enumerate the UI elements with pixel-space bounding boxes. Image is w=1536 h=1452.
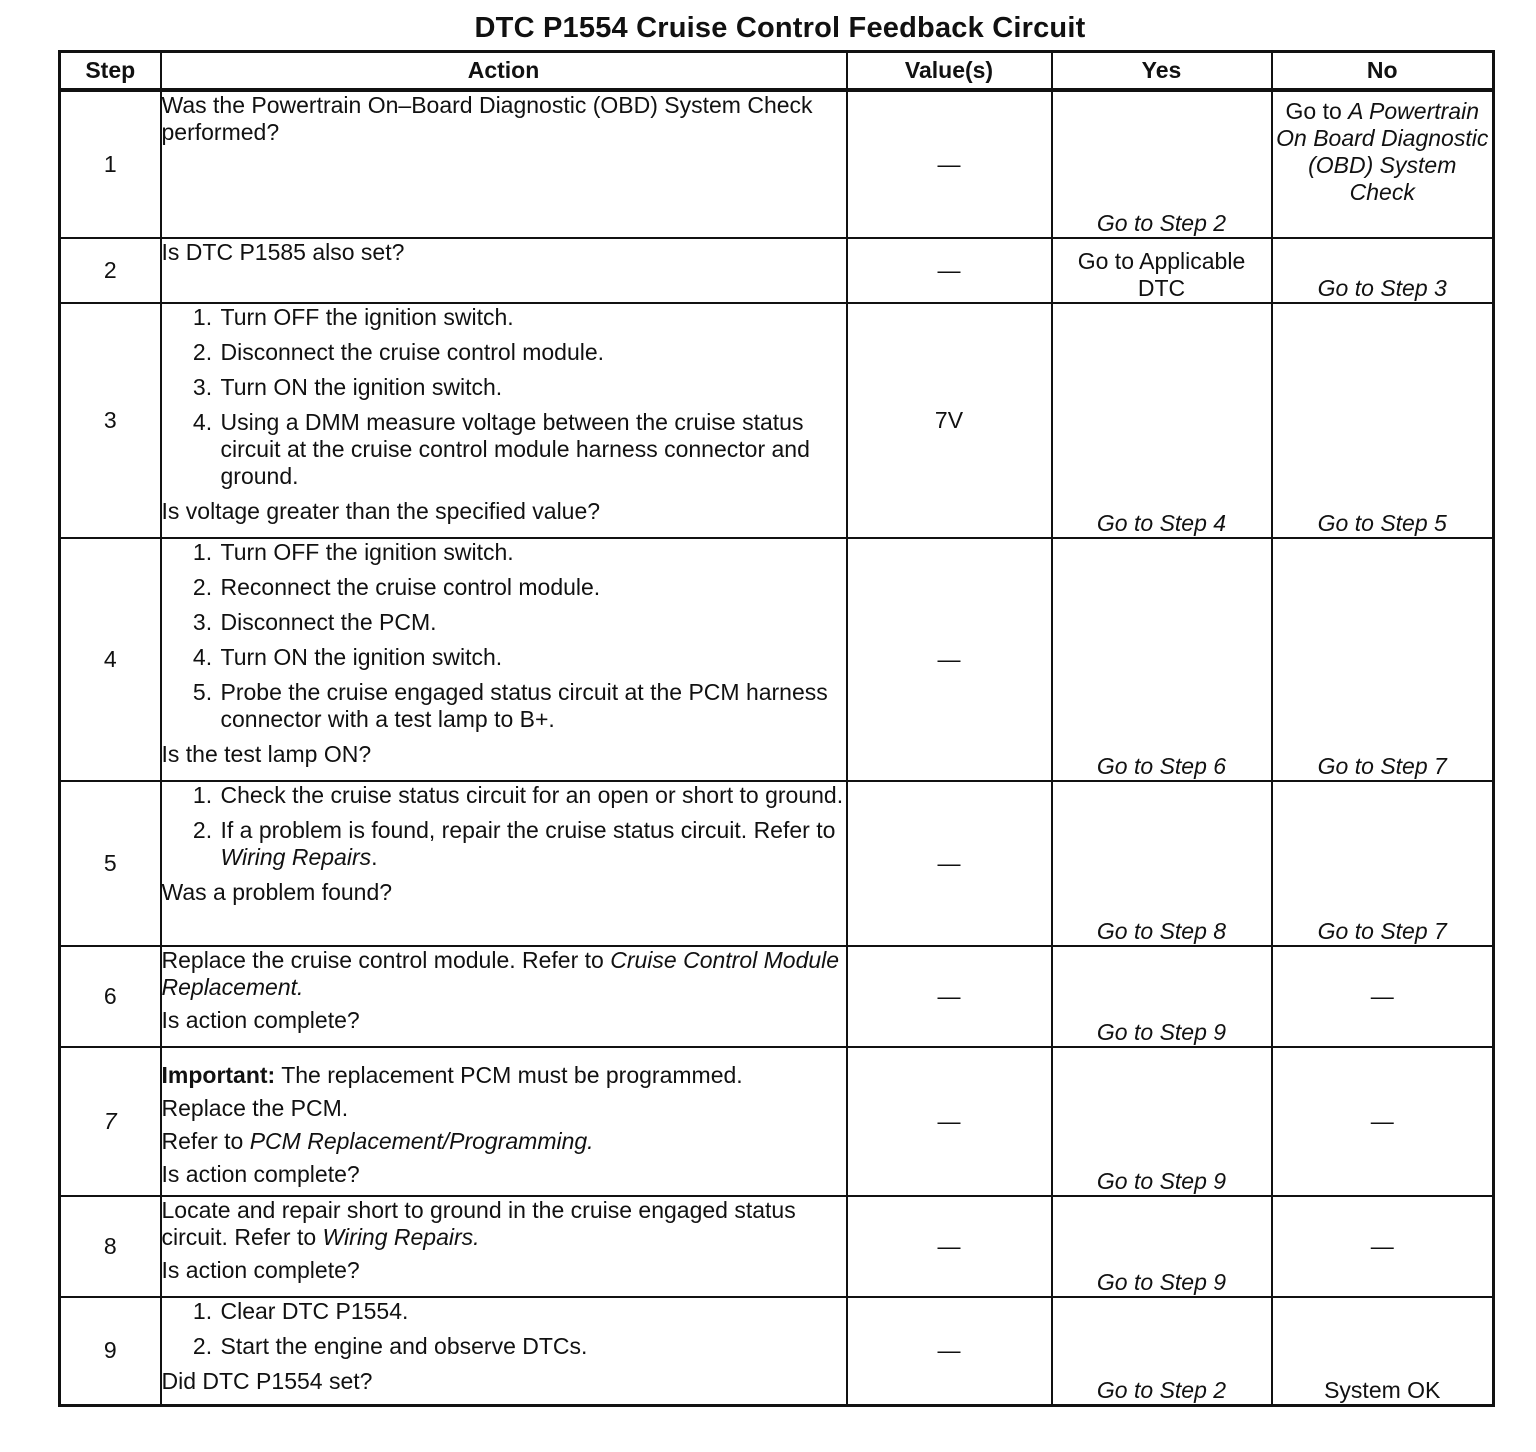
table-row (60, 1047, 1494, 1196)
reference-link: Wiring Repairs (220, 844, 372, 870)
reference-link: Wiring Repairs (322, 1224, 474, 1250)
value-cell: — (847, 946, 1052, 1047)
action-steps (162, 782, 846, 871)
action-cell (161, 90, 847, 238)
action-steps (162, 304, 846, 490)
action-line: Replace the cruise control module. Refer to Cruise Control Module Replacement. (161, 947, 840, 1000)
step-number: 6 (60, 946, 161, 1047)
no-cell: Go to Step 3 (1272, 238, 1494, 303)
list-item: 1. Turn OFF the ignition switch. (219, 539, 846, 566)
value-cell: — (847, 1297, 1052, 1405)
header-no: No (1272, 52, 1494, 91)
action-cell (161, 303, 847, 538)
action-question: Is the test lamp ON? (161, 741, 372, 767)
no-cell: Go to Step 5 (1272, 303, 1494, 538)
step-number: 3 (60, 303, 161, 538)
important-note (162, 1062, 846, 1089)
list-item: 2. Start the engine and observe DTCs. (219, 1333, 846, 1360)
action-text: Is DTC P1585 also set? (161, 239, 405, 265)
action-line: Locate and repair short to ground in the cruise engaged status circuit. Refer to Wiring Repairs. (161, 1197, 796, 1250)
yes-cell: Go to Applicable DTC (1052, 238, 1272, 303)
step-number: 9 (60, 1297, 161, 1405)
step-number: 4 (60, 538, 161, 781)
action-cell (161, 538, 847, 781)
yes-cell: Go to Step 2 (1052, 1297, 1272, 1405)
list-item: 3. Turn ON the ignition switch. (219, 374, 846, 401)
action-cell (161, 238, 847, 303)
action-cell (161, 1196, 847, 1297)
no-cell: Go to Step 7 (1272, 538, 1494, 781)
table-row (60, 1196, 1494, 1297)
action-question: Did DTC P1554 set? (161, 1368, 373, 1394)
step-number: 1 (60, 90, 161, 238)
value-cell: — (847, 90, 1052, 238)
yes-cell: Go to Step 2 (1052, 90, 1272, 238)
action-question: Was a problem found? (161, 879, 393, 905)
no-cell: — (1272, 1047, 1494, 1196)
yes-cell: Go to Step 8 (1052, 781, 1272, 946)
table-row (60, 238, 1494, 303)
no-cell (1272, 90, 1494, 238)
action-line: Refer to PCM Replacement/Programming. (161, 1128, 594, 1154)
list-item: 4. Using a DMM measure voltage between the cruise status circuit at the cruise control module harness connector and ground. (219, 409, 846, 490)
header-values: Value(s) (847, 52, 1052, 91)
header-action: Action (161, 52, 847, 91)
important-text: The replacement PCM must be programmed. (281, 1062, 743, 1088)
list-item-text: If a problem is found, repair the cruise status circuit. Refer to (220, 817, 836, 843)
action-cell (161, 1047, 847, 1196)
table-row (60, 538, 1494, 781)
action-cell (161, 781, 847, 946)
page-title: DTC P1554 Cruise Control Feedback Circuit (474, 12, 1086, 44)
header-yes: Yes (1052, 52, 1272, 91)
list-item: 2. Disconnect the cruise control module. (219, 339, 846, 366)
value-cell: — (847, 1196, 1052, 1297)
value-cell: — (847, 538, 1052, 781)
header-row (60, 52, 1494, 91)
action-question: Is action complete? (161, 1161, 360, 1187)
no-cell: — (1272, 946, 1494, 1047)
action-steps (162, 1298, 846, 1360)
step-number: 5 (60, 781, 161, 946)
action-line: Replace the PCM. (161, 1095, 349, 1121)
header-step: Step (60, 52, 161, 91)
no-cell: System OK (1272, 1297, 1494, 1405)
action-cell (161, 1297, 847, 1405)
step-number: 7 (60, 1047, 161, 1196)
no-cell: — (1272, 1196, 1494, 1297)
action-question: Is voltage greater than the specified value? (161, 498, 601, 524)
action-text: Refer to (161, 1128, 244, 1154)
list-item: 2. If a problem is found, repair the cruise status circuit. Refer to Wiring Repairs. (219, 817, 846, 871)
list-item: 1. Check the cruise status circuit for an open or short to ground. (219, 782, 846, 809)
reference-link: Cruise Control Module Replacement (161, 947, 840, 1000)
action-text: Was the Powertrain On–Board Diagnostic (OBD) System Check performed? (161, 92, 813, 145)
value-cell: — (847, 1047, 1052, 1196)
action-text: Replace the cruise control module. Refer to (161, 947, 604, 973)
no-cell: Go to Step 7 (1272, 781, 1494, 946)
action-text: Locate and repair short to ground in the cruise engaged status circuit. Refer to (161, 1197, 796, 1250)
list-item: 1. Turn OFF the ignition switch. (219, 304, 846, 331)
list-item: 5. Probe the cruise engaged status circuit at the PCM harness connector with a test lamp to B+. (219, 679, 846, 733)
action-question: Is action complete? (161, 1007, 360, 1033)
step-number: 8 (60, 1196, 161, 1297)
table-row (60, 90, 1494, 238)
action-steps (162, 539, 846, 733)
value-cell: — (847, 781, 1052, 946)
action-question: Is action complete? (161, 1257, 360, 1283)
table-row (60, 781, 1494, 946)
value-cell: 7V (847, 303, 1052, 538)
yes-cell: Go to Step 9 (1052, 1047, 1272, 1196)
reference-link: PCM Replacement/Programming (249, 1128, 588, 1154)
table-row (60, 946, 1494, 1047)
action-cell (161, 946, 847, 1047)
no-reference: A Powertrain On Board Diagnostic (OBD) System Check (1276, 98, 1489, 205)
table-row (60, 303, 1494, 538)
yes-cell: Go to Step 9 (1052, 1196, 1272, 1297)
no-prefix: Go to (1285, 98, 1342, 124)
step-number: 2 (60, 238, 161, 303)
value-cell: — (847, 238, 1052, 303)
list-item: 1. Clear DTC P1554. (219, 1298, 846, 1325)
yes-cell: Go to Step 9 (1052, 946, 1272, 1047)
list-item: 3. Disconnect the PCM. (219, 609, 846, 636)
yes-cell: Go to Step 6 (1052, 538, 1272, 781)
important-label: Important: (161, 1062, 276, 1088)
table-row (60, 1297, 1494, 1405)
yes-cell: Go to Step 4 (1052, 303, 1272, 538)
list-item: 2. Reconnect the cruise control module. (219, 574, 846, 601)
diagnostic-table (58, 50, 1495, 1407)
list-item: 4. Turn ON the ignition switch. (219, 644, 846, 671)
